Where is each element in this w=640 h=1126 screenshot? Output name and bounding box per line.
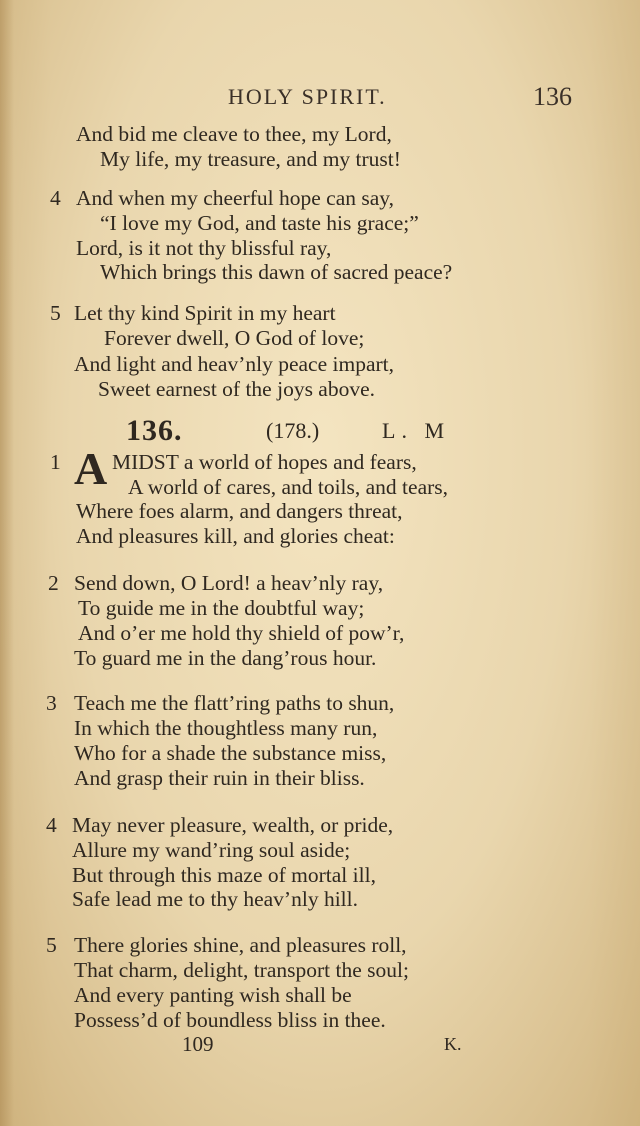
verse-line: But through this maze of mortal ill, (72, 863, 376, 887)
verse-line: Safe lead me to thy heav’nly hill. (72, 887, 358, 911)
verse-line: Lord, is it not thy blissful ray, (76, 236, 332, 260)
verse-line: Who for a shade the substance miss, (74, 741, 387, 765)
verse-line: “I love my God, and taste his grace;” (100, 211, 419, 235)
verse-line: And pleasures kill, and glories cheat: (76, 524, 395, 548)
verse-line: That charm, delight, transport the soul; (74, 958, 409, 982)
page-footer (0, 1032, 640, 1062)
signature-mark: K. (444, 1034, 462, 1054)
stanza-number: 5 (50, 301, 61, 325)
verse-line: MIDST a world of hopes and fears, (112, 450, 417, 474)
verse-line: A world of cares, and toils, and tears, (128, 475, 449, 499)
verse-line: Sweet earnest of the joys above. (98, 377, 376, 401)
verse-line: Send down, O Lord! a heav’nly ray, (74, 571, 384, 595)
page-edge (0, 0, 14, 1126)
verse-line: And bid me cleave to thee, my Lord, (76, 122, 392, 146)
folio-number: 109 (182, 1032, 214, 1056)
stanza-number: 4 (50, 186, 61, 210)
page-number: 136 (533, 82, 572, 111)
drop-cap: A (74, 443, 108, 494)
stanza-number: 1 (50, 450, 61, 474)
verse-line: Which brings this dawn of sacred peace? (100, 260, 453, 284)
hymn-reference: (178.) (266, 418, 320, 443)
hymn-meter: L. M (382, 418, 450, 443)
verse-line: And when my cheerful hope can say, (76, 186, 395, 210)
stanza-number: 5 (46, 933, 57, 957)
page-header (0, 84, 640, 114)
stanza-number: 4 (46, 813, 57, 837)
verse-line: And light and heav’nly peace impart, (74, 352, 395, 376)
verse-line: Possess’d of boundless bliss in thee. (74, 1008, 386, 1032)
running-title: HOLY SPIRIT. (228, 84, 387, 109)
verse-line: And o’er me hold thy shield of pow’r, (78, 621, 405, 645)
verse-line: Allure my wand’ring soul aside; (72, 838, 351, 862)
verse-line: There glories shine, and pleasures roll, (74, 933, 407, 957)
verse-line: To guard me in the dang’rous hour. (74, 646, 377, 670)
stanza-number: 3 (46, 691, 57, 715)
verse-line: In which the thoughtless many run, (74, 716, 378, 740)
verse-line: Forever dwell, O God of love; (104, 326, 365, 350)
verse-line: May never pleasure, wealth, or pride, (72, 813, 394, 837)
stanza-number: 2 (48, 571, 59, 595)
hymn-number: 136. (126, 414, 183, 447)
verse-line: To guide me in the doubtful way; (78, 596, 365, 620)
verse-line: Let thy kind Spirit in my heart (74, 301, 336, 325)
verse-line: My life, my treasure, and my trust! (100, 147, 401, 171)
verse-line: And grasp their ruin in their bliss. (74, 766, 365, 790)
verse-line: Where foes alarm, and dangers threat, (76, 499, 403, 523)
verse-line: And every panting wish shall be (74, 983, 352, 1007)
verse-line: Teach me the flatt’ring paths to shun, (74, 691, 395, 715)
